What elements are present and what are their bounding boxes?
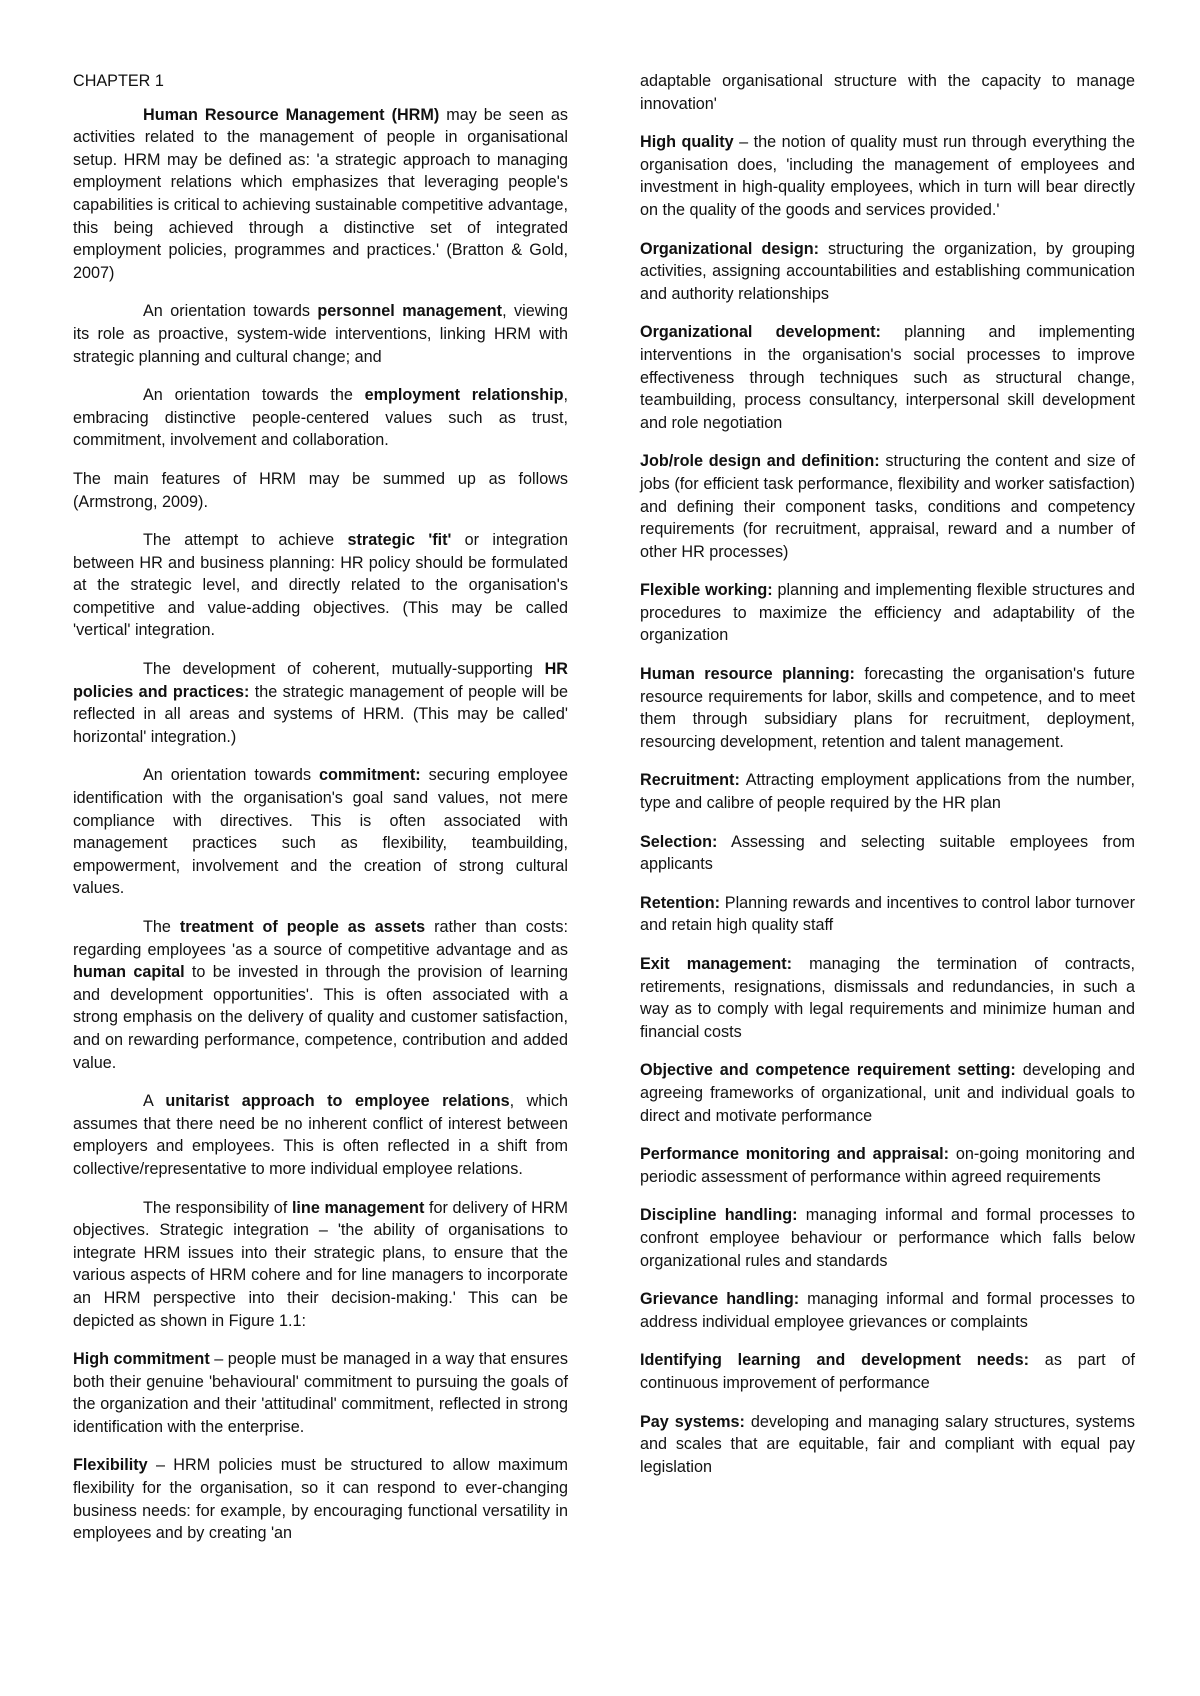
term: treatment of people as assets xyxy=(179,918,426,936)
paragraph-lead: An orientation towards xyxy=(143,766,320,785)
paragraph-lead: The responsibility of xyxy=(143,1198,292,1217)
paragraph-text: , which assumes that there need be no inherent conflict of interest between employers and employees. This is often reflected in a shift from collective/representative to more individual employee relations. xyxy=(73,1092,569,1178)
definition-item xyxy=(640,831,1135,876)
paragraph-people-as-assets xyxy=(73,916,568,1074)
paragraph-flexibility xyxy=(73,1454,568,1544)
paragraph-text: , embracing distinctive people-centered values such as trust, commitment, involvement and collaboration. xyxy=(73,386,568,450)
term: Organizational design: xyxy=(640,239,820,258)
paragraph-hr-policies xyxy=(73,658,568,748)
definition-item xyxy=(640,1143,1135,1188)
paragraph-text: may be seen as activities related to the management of people in organisational setup. HRM may be defined as: 'a strategic approach to managing employment relations which emphasizes that leveraging people's capabilities is critical to achieving sustainable competitive advantage, this being achieved through a distinctive set of integrated employment policies, programmes and practices.' (Bratton & Gold, 2007) xyxy=(73,105,568,282)
definition-item xyxy=(640,579,1135,647)
paragraph-employment-relationship xyxy=(73,384,568,452)
term: Human Resource Management (HRM) xyxy=(143,105,440,124)
paragraph-continued: adaptable organisational structure with the capacity to manage innovation' xyxy=(640,72,1135,113)
paragraph-high-commitment xyxy=(73,1348,568,1438)
definition-text: planning and implementing interventions in the organisation's social processes to improve effectiveness through techniques such as structural change, teambuilding, process consultancy, interpersonal skill development and role negotiation xyxy=(640,323,1135,432)
definition-item xyxy=(640,1059,1135,1127)
term: Discipline handling: xyxy=(640,1206,798,1225)
paragraph-text: – HRM policies must be structured to allow maximum flexibility for the organisation, so it can respond to ever-changing business needs: for example, by encouraging functional versatility in employees and by creating 'an xyxy=(73,1456,568,1543)
paragraph-lead: An orientation towards xyxy=(143,302,318,321)
paragraph-text: rather than costs: regarding employees 'as a source of competitive advantage and as xyxy=(73,918,568,959)
definition-item xyxy=(640,131,1135,221)
definition-text: – the notion of quality must run through everything the organisation does, 'including the management of employees and investment in high-quality employees, which in turn will bear directly on the quality of the goods and services provided.' xyxy=(640,133,1135,219)
term: personnel management xyxy=(317,302,503,321)
paragraph-text: , viewing its role as proactive, system-wide interventions, linking HRM with strategic planning and cultural change; and xyxy=(73,302,568,366)
definition-text: developing and managing salary structures, systems and scales that are equitable, fair and compliant with equal pay legislation xyxy=(640,1412,1135,1476)
paragraph-lead: The attempt to achieve xyxy=(143,531,348,550)
paragraph-text: the strategic management of people will be reflected in all areas and systems of HRM. (This may be called' horizontal' integration.) xyxy=(73,682,568,746)
term: Human resource planning: xyxy=(640,665,855,684)
definition-text: developing and agreeing frameworks of organizational, unit and individual goals to direct and motivate performance xyxy=(640,1061,1135,1125)
paragraph-lead: The development of coherent, mutually-supporting xyxy=(143,660,545,679)
definition-text: Assessing and selecting suitable employees from applicants xyxy=(640,832,1135,874)
term: Identifying learning and development needs: xyxy=(640,1351,1029,1370)
term: Flexibility xyxy=(73,1456,148,1475)
paragraph-hrm-definition xyxy=(73,104,568,285)
term: Recruitment: xyxy=(640,771,740,790)
paragraph-line-management xyxy=(73,1197,568,1333)
definition-text: Attracting employment applications from the number, type and calibre of people required by the HR plan xyxy=(640,771,1135,813)
term: Selection: xyxy=(640,832,718,851)
term: strategic 'fit' xyxy=(347,531,452,550)
definition-item xyxy=(640,1288,1135,1333)
definition-text: planning and implementing flexible structures and procedures to maximize the efficiency and adaptability of the organization xyxy=(640,581,1135,645)
term: HR policies and practices: xyxy=(73,660,568,701)
paragraph-text: – people must be managed in a way that ensures both their genuine 'behavioural' commitment to pursuing the goals of the organization and their 'attitudinal' commitment, reflected in strong identification with the enterprise. xyxy=(73,1350,568,1436)
definition-item xyxy=(640,238,1135,306)
term: Grievance handling: xyxy=(640,1290,800,1309)
definition-text: forecasting the organisation's future resource requirements for labor, skills and competence, and to meet them through subsidiary plans for recruitment, deployment, resourcing development, retention and talent management. xyxy=(640,665,1135,751)
term: commitment: xyxy=(319,766,421,785)
definition-text: managing the termination of contracts, retirements, resignations, dismissals and redundancies, in such a way as to comply with legal requirements and minimize human and financial costs xyxy=(640,955,1135,1041)
paragraph-text: or integration between HR and business planning: HR policy should be formulated at the strategic level, and directly related to the organisation's competitive and value-adding objectives. (This may be called 'vertical' integration. xyxy=(73,531,568,640)
paragraph-commitment xyxy=(73,764,568,900)
term: High commitment xyxy=(73,1350,210,1369)
paragraph-main-features: The main features of HRM may be summed up as follows (Armstrong, 2009). xyxy=(73,469,568,511)
definition-text: structuring the content and size of jobs (for efficient task performance, flexibility and worker satisfaction) and defining their component tasks, conditions and competency requirements (for recruitment, appraisal, reward and a number of other HR processes) xyxy=(640,452,1135,561)
definition-text: structuring the organization, by grouping activities, assigning accountabilities and establishing communication and authority relationships xyxy=(640,239,1135,303)
definition-item xyxy=(640,953,1135,1043)
left-column xyxy=(73,70,568,1561)
paragraph-strategic-fit xyxy=(73,529,568,642)
definition-text: as part of continuous improvement of performance xyxy=(640,1351,1135,1392)
term: Flexible working: xyxy=(640,581,773,600)
definition-item xyxy=(640,663,1135,753)
term: employment relationship xyxy=(364,386,564,405)
chapter-heading: CHAPTER 1 xyxy=(73,72,164,90)
paragraph-text: securing employee identification with the organisation's goal sand values, not mere compliance with directives. This is often associated with management practices such as flexibility, teambuilding, empowerment, involvement and the creation of strong cultural values. xyxy=(73,766,568,898)
definition-item xyxy=(640,1349,1135,1394)
definition-text: Planning rewards and incentives to control labor turnover and retain high quality staff xyxy=(640,893,1135,935)
term: High quality xyxy=(640,133,734,152)
term: human capital xyxy=(73,963,185,982)
paragraph-personnel-management xyxy=(73,300,568,368)
paragraph-lead: An orientation towards the xyxy=(143,386,365,405)
term: Job/role design and definition: xyxy=(640,452,880,471)
paragraph-text: to be invested in through the provision of learning and development opportunities'. This is often associated with a strong emphasis on the delivery of quality and customer satisfaction, and on rewarding performance, competence, contribution and added value. xyxy=(73,963,568,1072)
definition-text: managing informal and formal processes to confront employee behaviour or performance which falls below organizational rules and standards xyxy=(640,1206,1135,1270)
paragraph-unitarist xyxy=(73,1090,568,1180)
definition-item xyxy=(640,1411,1135,1479)
definition-item xyxy=(640,1204,1135,1272)
term: Retention: xyxy=(640,893,721,912)
term: Pay systems: xyxy=(640,1412,745,1431)
term: Performance monitoring and appraisal: xyxy=(640,1145,950,1164)
definition-item xyxy=(640,892,1135,937)
term: line management xyxy=(291,1198,425,1217)
right-column xyxy=(640,70,1135,1494)
paragraph-lead: The xyxy=(143,918,180,936)
term: Exit management: xyxy=(640,955,793,973)
term: Organizational development: xyxy=(640,323,881,342)
paragraph-lead: A xyxy=(143,1092,166,1111)
definition-item xyxy=(640,321,1135,434)
definition-text: on-going monitoring and periodic assessment of performance within agreed requirements xyxy=(640,1145,1135,1186)
definition-item xyxy=(640,769,1135,814)
definition-text: managing informal and formal processes to address individual employee grievances or complaints xyxy=(640,1290,1135,1331)
definition-item xyxy=(640,450,1135,563)
paragraph-text: for delivery of HRM objectives. Strategic integration – 'the ability of organisations to integrate HRM issues into their strategic plans, to ensure that the various aspects of HRM cohere and for line managers to incorporate an HRM perspective into their decision-making.' This can be depicted as shown in Figure 1.1: xyxy=(73,1198,568,1330)
term: Objective and competence requirement setting: xyxy=(640,1061,1016,1080)
term: unitarist approach to employee relations xyxy=(165,1092,510,1111)
